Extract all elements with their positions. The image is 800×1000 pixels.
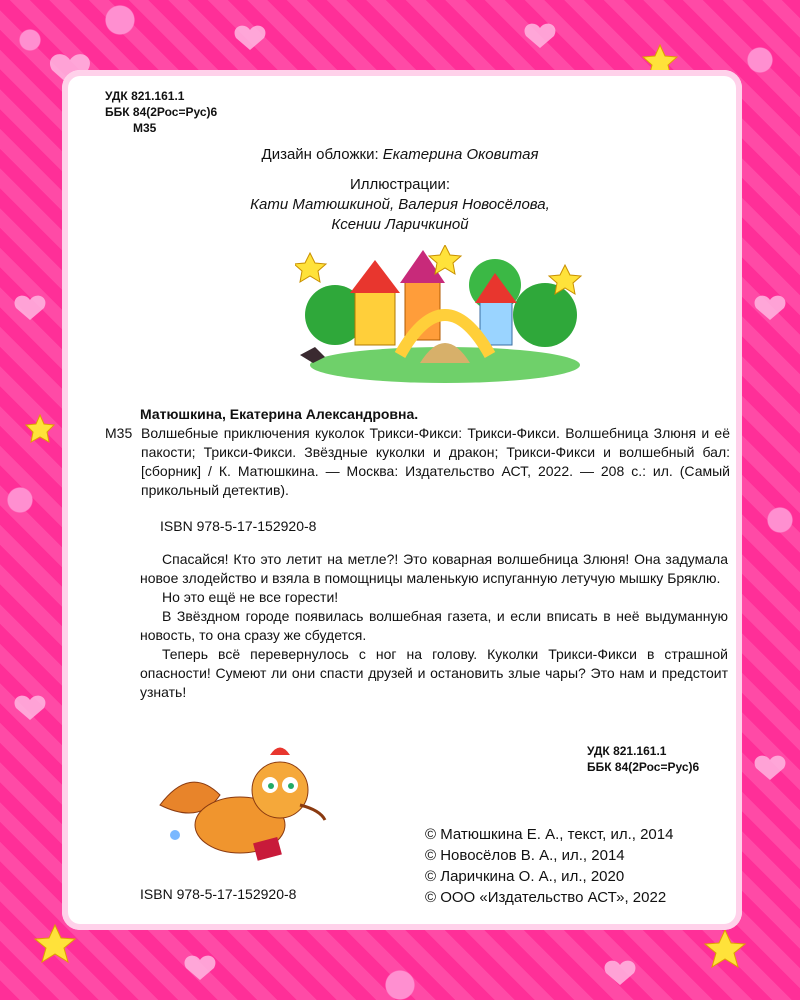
heart-icon — [235, 26, 266, 50]
illustrations-label: Иллюстрации: — [349, 176, 451, 193]
udk-code: УДК 821.161.1 — [105, 89, 185, 103]
illustrations-credit — [0, 175, 800, 235]
isbn-main: ISBN 978-5-17-152920-8 — [160, 518, 317, 534]
heart-icon — [15, 696, 46, 720]
annotation — [140, 550, 728, 702]
copyright-block — [425, 824, 673, 908]
copyright-line: © ООО «Издательство АСТ», 2022 — [425, 889, 667, 906]
udk-block-top — [105, 88, 217, 136]
bib-description: Волшебные приключения куколок Трикси-Фикси: Трикси-Фикси. Волшебница Злюня и её пакости; Трикси-Фикси. Звёздные куколки и дракон; Трикси-Фикси и волшебный бал: [сборник] / К. Матюшкина. — Москва: Издательство АСТ, 2022. — 208 с.: ил. (Самый прикольный детектив). — [141, 425, 730, 498]
star-icon — [26, 415, 54, 442]
heart-icon — [525, 24, 556, 48]
copyright-line: © Новосёлов В. А., ил., 2014 — [425, 847, 625, 864]
isbn-bottom: ISBN 978-5-17-152920-8 — [140, 886, 297, 902]
star-icon — [705, 930, 745, 967]
dragon-illustration — [150, 745, 340, 875]
annotation-paragraph: Спасайся! Кто это летит на метле?! Это коварная волшебница Злюня! Она задумала новое злодейство и взяла в помощницы маленькую испуганную летучую мышку Бряклю. — [140, 551, 728, 586]
bib-author: Матюшкина, Екатерина Александровна. — [140, 406, 419, 422]
heart-icon — [605, 961, 636, 985]
udk-block-bottom — [587, 743, 699, 775]
designer-name: Екатерина Оковитая — [382, 146, 539, 163]
bbk-code-bottom: ББК 84(2Рос=Рус)6 — [587, 760, 700, 774]
star-icon — [35, 925, 75, 962]
bbk-code: ББК 84(2Рос=Рус)6 — [105, 105, 218, 119]
design-label: Дизайн обложки: — [261, 146, 379, 163]
heart-icon — [755, 296, 786, 320]
copyright-line: © Матюшкина Е. А., текст, ил., 2014 — [425, 826, 674, 843]
heart-icon — [755, 756, 786, 780]
udk-code-bottom: УДК 821.161.1 — [587, 744, 667, 758]
cover-design-credit — [0, 146, 800, 163]
star-city-illustration — [295, 245, 585, 385]
copyright-line: © Ларичкина О. А., ил., 2020 — [425, 868, 625, 885]
author-sign: М35 — [133, 121, 157, 135]
heart-icon — [185, 956, 216, 980]
annotation-paragraph: Теперь всё перевернулось с ног на голову. Куколки Трикси-Фикси в страшной опасности! Сумеют ли они спасти друзей и остановить злые чары? Это нам и предстоит узнать! — [140, 646, 728, 700]
annotation-paragraph: В Звёздном городе появилась волшебная газета, и если вписать в неё выдуманную новость, то она сразу же сбудется. — [140, 608, 728, 643]
bib-author-sign: М35 — [105, 425, 133, 441]
illustrators-line-1: Кати Матюшкиной, Валерия Новосёлова, — [250, 196, 550, 213]
illustrators-line-2: Ксении Ларичкиной — [331, 216, 469, 233]
heart-icon — [15, 296, 46, 320]
annotation-paragraph: Но это ещё не все горести! — [162, 589, 339, 605]
bibliographic-record — [105, 405, 730, 500]
